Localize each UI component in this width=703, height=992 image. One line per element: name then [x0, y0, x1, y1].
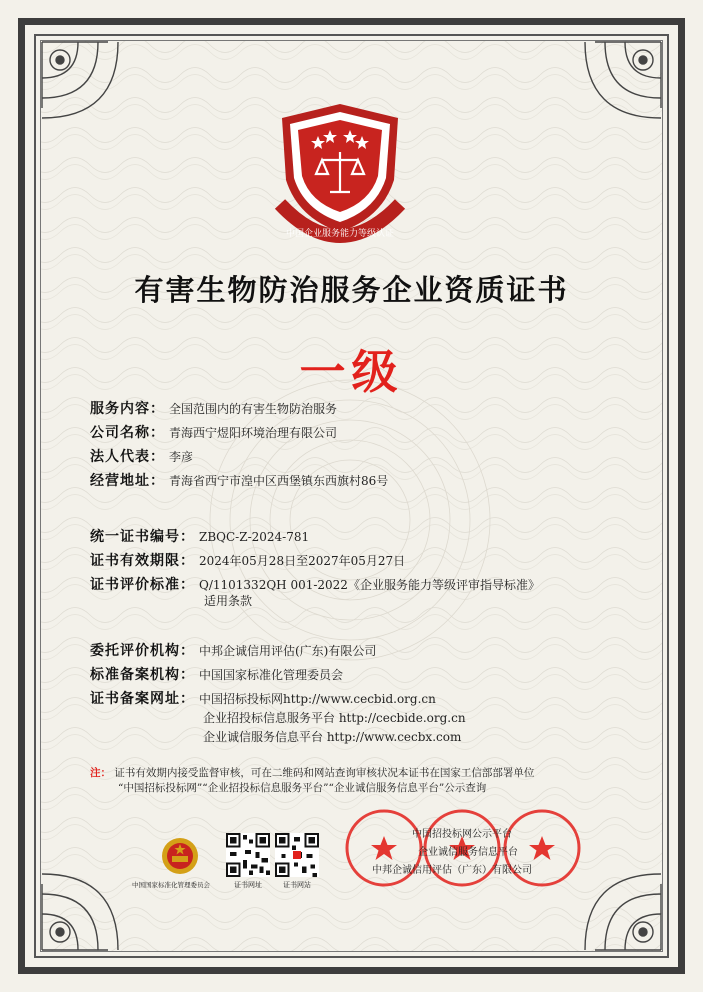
qr-code-icon[interactable] [275, 833, 319, 877]
field-label: 统一证书编号： [90, 529, 195, 545]
note-mark: 注： [90, 767, 111, 779]
field-cert-number [90, 526, 309, 546]
certificate-title: 有害生物防治服务企业资质证书 [134, 273, 569, 307]
field-value: 中邦企诚信用评估(广东)有限公司 [199, 644, 377, 658]
certificate-note [90, 766, 620, 796]
issuer-line-1: 中国招投标网公示平台 [412, 829, 512, 840]
field-company-name [90, 422, 337, 442]
field-evaluator [90, 640, 376, 660]
field-label: 证书备案网址： [90, 691, 195, 707]
field-value: ZBQC-Z-2024-781 [199, 530, 310, 544]
field-label: 法人代表： [90, 449, 165, 465]
field-label: 公司名称： [90, 425, 165, 441]
national-emblem-icon [160, 836, 200, 876]
qr-code-label: 证书网址 [234, 881, 262, 889]
field-value: 李彦 [169, 450, 194, 464]
field-label: 证书有效期限： [90, 553, 195, 569]
gov-label: 中国国家标准化管理委员会 [132, 881, 210, 889]
field-value: 2024年05月28日至2027年05月27日 [199, 554, 406, 568]
qr-code-icon[interactable] [226, 833, 270, 877]
field-standard-line2: 适用条款 [204, 594, 253, 608]
field-value: 青海省西宁市湟中区西堡镇东西旗村86号 [169, 474, 389, 488]
field-value: 中国国家标准化管理委员会 [199, 668, 344, 682]
qr-code-label: 证书网站 [283, 881, 311, 889]
field-address [90, 470, 388, 490]
field-label: 证书评价标准： [90, 577, 195, 593]
field-label: 标准备案机构： [90, 667, 195, 683]
field-value: 青海西宁煜阳环境治理有限公司 [169, 426, 338, 440]
field-label: 服务内容： [90, 401, 165, 417]
certification-emblem-icon [272, 100, 408, 248]
emblem-ribbon-text: 中国企业服务能力等级认证 [285, 229, 395, 239]
field-value: 中国招标投标网http://www.cecbid.org.cn [199, 692, 436, 706]
field-label: 经营地址： [90, 473, 165, 489]
field-value: Q/1101332QH 001-2022《企业服务能力等级评审指导标准》 [199, 578, 540, 592]
note-line2: “中国招标投标网”“企业招投标信息服务平台”“企业诚信服务信息平台”公示查询 [118, 782, 487, 794]
field-registry [90, 664, 343, 684]
official-seal-icon [344, 808, 424, 888]
field-value: 全国范围内的有害生物防治服务 [169, 402, 338, 416]
certificate-grade: 一级 [299, 345, 404, 399]
field-service-content [90, 398, 337, 418]
field-validity [90, 550, 405, 570]
field-website-line3: 企业诚信服务信息平台 http://www.cecbx.com [203, 730, 462, 744]
issuer-line-3: 中邦企诚信用评估（广东）有限公司 [372, 865, 532, 876]
corner-ornament-top-right [555, 38, 665, 148]
field-website-line2: 企业招投标信息服务平台 http://cecbide.org.cn [203, 711, 466, 725]
field-label: 委托评价机构： [90, 643, 195, 659]
field-website [90, 688, 436, 708]
note-line1: 证书有效期内接受监督审核，可在二维码和网站查询审核状况本证书在国家工信部部署单位 [114, 767, 535, 779]
field-legal-rep [90, 446, 193, 466]
issuer-line-2: 企业诚信服务信息平台 [418, 847, 518, 858]
corner-ornament-bottom-left [38, 844, 148, 954]
corner-ornament-top-left [38, 38, 148, 148]
field-standard [90, 574, 540, 594]
